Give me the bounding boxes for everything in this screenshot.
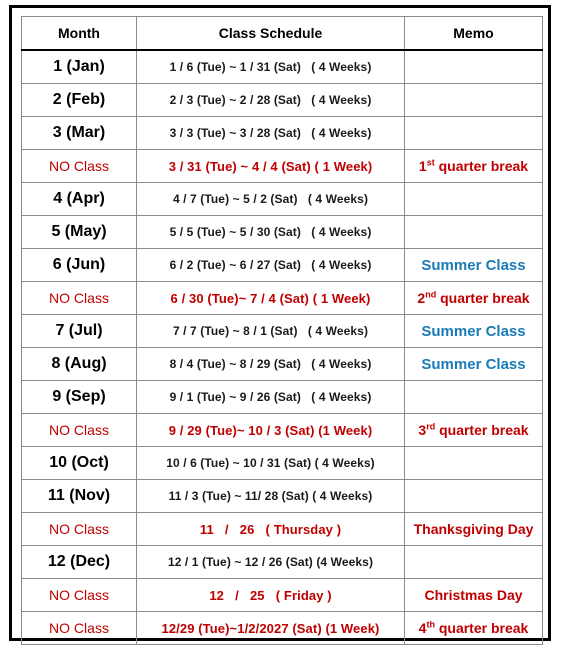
- memo-cell: [405, 546, 543, 579]
- table-row: [22, 150, 543, 183]
- table-row: [22, 381, 543, 414]
- memo-cell: [405, 183, 543, 216]
- schedule-cell: 9 / 29 (Tue)~ 10 / 3 (Sat) (1 Week): [137, 414, 405, 447]
- month-cell: 10 (Oct): [22, 447, 137, 480]
- memo-cell: [405, 249, 543, 282]
- memo-cell: [405, 117, 543, 150]
- month-cell: 6 (Jun): [22, 249, 137, 282]
- memo-cell: [405, 513, 543, 546]
- schedule-cell: 8 / 4 (Tue) ~ 8 / 29 (Sat) ( 4 Weeks): [137, 348, 405, 381]
- table-row: [22, 546, 543, 579]
- table-row: [22, 117, 543, 150]
- schedule-cell: 6 / 30 (Tue)~ 7 / 4 (Sat) ( 1 Week): [137, 282, 405, 315]
- schedule-cell: 2 / 3 (Tue) ~ 2 / 28 (Sat) ( 4 Weeks): [137, 84, 405, 117]
- month-cell: NO Class: [22, 414, 137, 447]
- month-cell: 8 (Aug): [22, 348, 137, 381]
- schedule-cell: 4 / 7 (Tue) ~ 5 / 2 (Sat) ( 4 Weeks): [137, 183, 405, 216]
- table-header-row: [22, 17, 543, 51]
- memo-cell: [405, 612, 543, 645]
- schedule-cell: 3 / 3 (Tue) ~ 3 / 28 (Sat) ( 4 Weeks): [137, 117, 405, 150]
- month-cell: 5 (May): [22, 216, 137, 249]
- table-row: [22, 447, 543, 480]
- table-row: [22, 249, 543, 282]
- schedule-frame: [9, 5, 551, 641]
- header-class-schedule: Class Schedule: [137, 17, 405, 51]
- schedule-cell: 12 / 25 ( Friday ): [137, 579, 405, 612]
- memo-text: 1: [418, 158, 427, 174]
- memo-cell: [405, 579, 543, 612]
- memo-cell: [405, 381, 543, 414]
- table-row: [22, 216, 543, 249]
- memo-text: Summer Class: [421, 256, 526, 274]
- schedule-cell: 10 / 6 (Tue) ~ 10 / 31 (Sat) ( 4 Weeks): [137, 447, 405, 480]
- schedule-cell: 7 / 7 (Tue) ~ 8 / 1 (Sat) ( 4 Weeks): [137, 315, 405, 348]
- month-cell: 1 (Jan): [22, 50, 137, 84]
- memo-cell: [405, 447, 543, 480]
- table-row: [22, 315, 543, 348]
- month-cell: NO Class: [22, 513, 137, 546]
- memo-cell: [405, 348, 543, 381]
- month-cell: 2 (Feb): [22, 84, 137, 117]
- memo-ordinal-suffix: st: [426, 157, 435, 168]
- memo-cell: [405, 84, 543, 117]
- table-row: [22, 579, 543, 612]
- memo-cell: [405, 315, 543, 348]
- memo-text-rest: quarter break: [435, 422, 529, 438]
- month-cell: NO Class: [22, 579, 137, 612]
- schedule-cell: 12/29 (Tue)~1/2/2027 (Sat) (1 Week): [137, 612, 405, 645]
- memo-ordinal-suffix: nd: [425, 289, 437, 300]
- month-cell: 3 (Mar): [22, 117, 137, 150]
- schedule-cell: 11 / 26 ( Thursday ): [137, 513, 405, 546]
- memo-text: 3: [418, 422, 427, 438]
- table-body: [22, 50, 543, 645]
- memo-cell: [405, 216, 543, 249]
- memo-ordinal-suffix: th: [426, 619, 435, 630]
- month-cell: 12 (Dec): [22, 546, 137, 579]
- memo-cell: [405, 150, 543, 183]
- table-row: [22, 50, 543, 84]
- month-cell: NO Class: [22, 150, 137, 183]
- month-cell: 4 (Apr): [22, 183, 137, 216]
- schedule-cell: 6 / 2 (Tue) ~ 6 / 27 (Sat) ( 4 Weeks): [137, 249, 405, 282]
- header-memo: Memo: [405, 17, 543, 51]
- table-row: [22, 513, 543, 546]
- memo-cell: [405, 414, 543, 447]
- month-cell: 7 (Jul): [22, 315, 137, 348]
- table-row: [22, 183, 543, 216]
- schedule-cell: 5 / 5 (Tue) ~ 5 / 30 (Sat) ( 4 Weeks): [137, 216, 405, 249]
- memo-cell: [405, 50, 543, 84]
- memo-cell: [405, 480, 543, 513]
- memo-text: Summer Class: [421, 322, 526, 340]
- schedule-cell: 11 / 3 (Tue) ~ 11/ 28 (Sat) ( 4 Weeks): [137, 480, 405, 513]
- memo-text-rest: quarter break: [434, 158, 529, 174]
- memo-text: 2: [417, 290, 426, 306]
- schedule-cell: 9 / 1 (Tue) ~ 9 / 26 (Sat) ( 4 Weeks): [137, 381, 405, 414]
- table-row: [22, 348, 543, 381]
- schedule-cell: 1 / 6 (Tue) ~ 1 / 31 (Sat) ( 4 Weeks): [137, 50, 405, 84]
- table-row: [22, 414, 543, 447]
- month-cell: 11 (Nov): [22, 480, 137, 513]
- schedule-cell: 3 / 31 (Tue) ~ 4 / 4 (Sat) ( 1 Week): [137, 150, 405, 183]
- memo-text-rest: quarter break: [434, 620, 529, 636]
- memo-text: 4: [418, 620, 427, 636]
- memo-text: Christmas Day: [424, 587, 523, 603]
- class-schedule-table: [21, 16, 543, 645]
- memo-cell: [405, 282, 543, 315]
- schedule-cell: 12 / 1 (Tue) ~ 12 / 26 (Sat) (4 Weeks): [137, 546, 405, 579]
- memo-text-rest: quarter break: [436, 290, 530, 306]
- memo-text: Summer Class: [421, 355, 526, 373]
- table-row: [22, 84, 543, 117]
- month-cell: NO Class: [22, 282, 137, 315]
- memo-ordinal-suffix: rd: [426, 421, 436, 432]
- memo-text: Thanksgiving Day: [413, 521, 534, 537]
- table-row: [22, 612, 543, 645]
- table-row: [22, 282, 543, 315]
- table-row: [22, 480, 543, 513]
- month-cell: NO Class: [22, 612, 137, 645]
- header-month: Month: [22, 17, 137, 51]
- month-cell: 9 (Sep): [22, 381, 137, 414]
